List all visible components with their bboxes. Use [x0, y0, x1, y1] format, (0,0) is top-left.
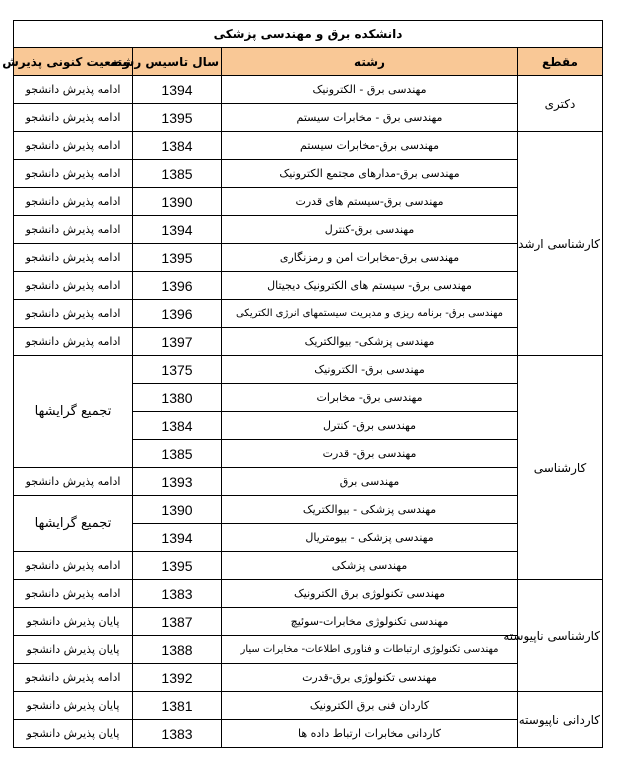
- status-cell: ادامه پذیرش دانشجو: [14, 300, 133, 328]
- field-cell: مهندسی برق- قدرت: [222, 440, 518, 468]
- faculty-table: [2, 20, 603, 748]
- table-row: [14, 244, 603, 272]
- year-cell: 1387: [133, 608, 222, 636]
- table-row: [14, 216, 603, 244]
- status-cell: ادامه پذیرش دانشجو: [14, 188, 133, 216]
- status-cell: پایان پذیرش دانشجو: [14, 636, 133, 664]
- grade-cell: کارشناسی ارشد: [518, 132, 603, 356]
- status-cell: پایان پذیرش دانشجو: [14, 720, 133, 748]
- table-row: [14, 328, 603, 356]
- table-row: [14, 160, 603, 188]
- field-cell: مهندسی تکنولوژی برق الکترونیک: [222, 580, 518, 608]
- year-cell: 1396: [133, 300, 222, 328]
- table-row: [14, 580, 603, 608]
- table-row: [14, 692, 603, 720]
- year-cell: 1381: [133, 692, 222, 720]
- year-cell: 1393: [133, 468, 222, 496]
- year-cell: 1383: [133, 720, 222, 748]
- field-cell: مهندسی پزشکی: [222, 552, 518, 580]
- table-row: [14, 468, 603, 496]
- field-cell: مهندسی برق-سیستم های قدرت: [222, 188, 518, 216]
- header-field: رشته: [222, 48, 518, 76]
- table-row: [14, 104, 603, 132]
- field-cell: مهندسی برق-مدارهای مجتمع الکترونیک: [222, 160, 518, 188]
- year-cell: 1390: [133, 496, 222, 524]
- status-cell: پایان پذیرش دانشجو: [14, 692, 133, 720]
- status-cell: ادامه پذیرش دانشجو: [14, 664, 133, 692]
- year-cell: 1396: [133, 272, 222, 300]
- year-cell: 1395: [133, 244, 222, 272]
- grade-cell: کارشناسی: [518, 356, 603, 580]
- year-cell: 1395: [133, 104, 222, 132]
- field-cell: مهندسی برق- کنترل: [222, 412, 518, 440]
- year-cell: 1375: [133, 356, 222, 384]
- table-row: [14, 132, 603, 160]
- field-cell: مهندسی برق-مخابرات امن و رمزنگاری: [222, 244, 518, 272]
- year-cell: 1383: [133, 580, 222, 608]
- field-cell: مهندسی برق- سیستم های الکترونیک دیجیتال: [222, 272, 518, 300]
- field-cell: مهندسی تکنولوژی برق-قدرت: [222, 664, 518, 692]
- year-cell: 1388: [133, 636, 222, 664]
- status-cell: ادامه پذیرش دانشجو: [14, 104, 133, 132]
- status-cell: ادامه پذیرش دانشجو: [14, 468, 133, 496]
- year-cell: 1394: [133, 216, 222, 244]
- status-cell: ادامه پذیرش دانشجو: [14, 76, 133, 104]
- year-cell: 1392: [133, 664, 222, 692]
- table-row: [14, 188, 603, 216]
- field-cell: مهندسی برق - مخابرات سیستم: [222, 104, 518, 132]
- status-cell: ادامه پذیرش دانشجو: [14, 216, 133, 244]
- field-cell: مهندسی برق-کنترل: [222, 216, 518, 244]
- grade-cell: کارشناسی ناپیوسته: [518, 580, 603, 692]
- field-cell: مهندسی برق- مخابرات: [222, 384, 518, 412]
- header-status: وضعیت کنونی پذیرش: [14, 48, 133, 76]
- table-row: [14, 356, 603, 384]
- field-cell: مهندسی تکنولوژی مخابرات-سوئیچ: [222, 608, 518, 636]
- year-cell: 1385: [133, 160, 222, 188]
- field-cell: مهندسی پزشکی- بیوالکتریک: [222, 328, 518, 356]
- status-cell: ادامه پذیرش دانشجو: [14, 160, 133, 188]
- field-cell: مهندسی پزشکی - بیوالکتریک: [222, 496, 518, 524]
- status-cell: ادامه پذیرش دانشجو: [14, 552, 133, 580]
- table-row: [14, 552, 603, 580]
- year-cell: 1397: [133, 328, 222, 356]
- year-cell: 1380: [133, 384, 222, 412]
- field-cell: کاردان فنی برق الکترونیک: [222, 692, 518, 720]
- grade-cell: کاردانی ناپیوسته: [518, 692, 603, 748]
- year-cell: 1384: [133, 412, 222, 440]
- table-row: [14, 272, 603, 300]
- table-title: دانشکده برق و مهندسی پزشکی: [14, 21, 603, 48]
- year-cell: 1384: [133, 132, 222, 160]
- year-cell: 1395: [133, 552, 222, 580]
- year-cell: 1394: [133, 524, 222, 552]
- field-cell: مهندسی برق - الکترونیک: [222, 76, 518, 104]
- header-year: سال تاسیس رشته: [133, 48, 222, 76]
- status-group-cell: تجمیع گرایشها: [14, 356, 133, 468]
- status-group-cell: تجمیع گرایشها: [14, 496, 133, 552]
- year-cell: 1394: [133, 76, 222, 104]
- header-grade: مقطع: [518, 48, 603, 76]
- status-cell: ادامه پذیرش دانشجو: [14, 272, 133, 300]
- field-cell: مهندسی برق-مخابرات سیستم: [222, 132, 518, 160]
- status-cell: ادامه پذیرش دانشجو: [14, 244, 133, 272]
- field-cell: مهندسی برق- برنامه ریزی و مدیریت سیستمهای انرژی الکتریکی: [222, 300, 518, 328]
- status-cell: ادامه پذیرش دانشجو: [14, 580, 133, 608]
- grade-cell: دکتری: [518, 76, 603, 132]
- table-row: [14, 300, 603, 328]
- table-row: [14, 664, 603, 692]
- status-cell: ادامه پذیرش دانشجو: [14, 328, 133, 356]
- table-row: [14, 76, 603, 104]
- year-cell: 1390: [133, 188, 222, 216]
- field-cell: کاردانی مخابرات ارتباط داده ها: [222, 720, 518, 748]
- field-cell: مهندسی تکنولوژی ارتباطات و فناوری اطلاعات- مخابرات سیار: [222, 636, 518, 664]
- status-cell: پایان پذیرش دانشجو: [14, 608, 133, 636]
- year-cell: 1385: [133, 440, 222, 468]
- field-cell: مهندسی برق: [222, 468, 518, 496]
- table-row: [14, 720, 603, 748]
- field-cell: مهندسی پزشکی - بیومتریال: [222, 524, 518, 552]
- status-cell: ادامه پذیرش دانشجو: [14, 132, 133, 160]
- field-cell: مهندسی برق- الکترونیک: [222, 356, 518, 384]
- table-row: [14, 496, 603, 524]
